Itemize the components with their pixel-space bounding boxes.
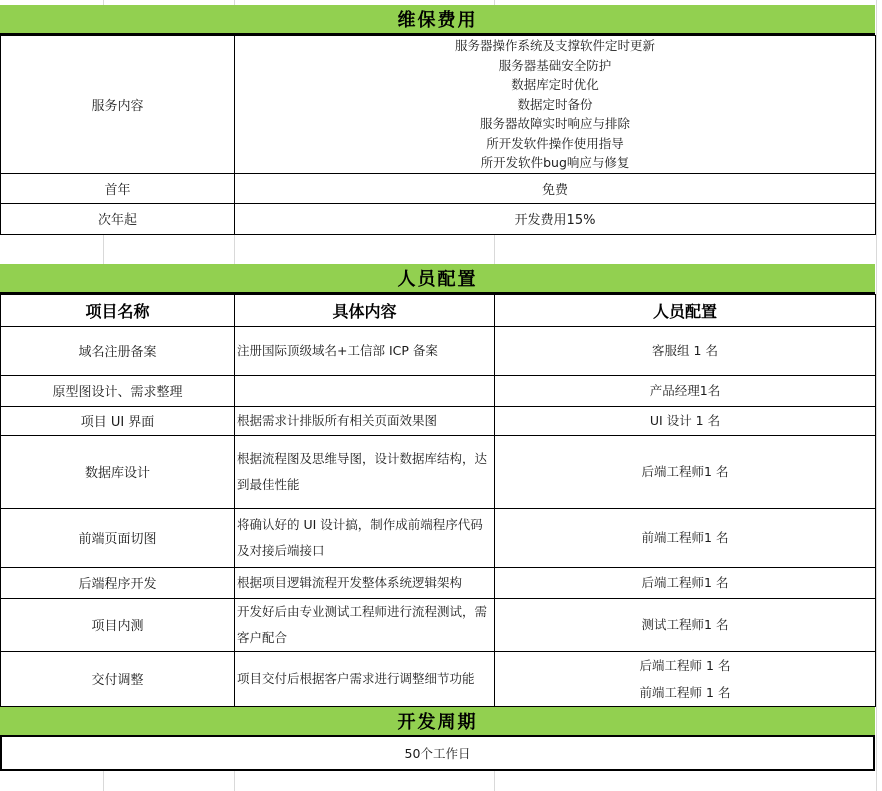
development-cycle-header bbox=[0, 707, 875, 737]
table-row bbox=[1, 203, 876, 234]
staff-cell: UI 设计 1 名 bbox=[495, 406, 876, 435]
detail-cell: 项目交付后根据客户需求进行调整细节功能 bbox=[235, 651, 495, 706]
table-row bbox=[1, 36, 876, 174]
development-cycle-value-row bbox=[0, 737, 875, 771]
project-name-cell: 后端程序开发 bbox=[1, 567, 235, 598]
service-content-list bbox=[235, 36, 875, 173]
staffing-section-header bbox=[0, 264, 875, 294]
service-line: 数据定时备份 bbox=[517, 96, 593, 112]
staff-cell: 产品经理1名 bbox=[495, 375, 876, 406]
next-year-value-cell: 开发费用15% bbox=[235, 203, 876, 234]
detail-cell: 根据流程图及思维导图，设计数据库结构，达到最佳性能 bbox=[235, 435, 495, 508]
table-row bbox=[1, 326, 876, 375]
project-name-cell: 前端页面切图 bbox=[1, 508, 235, 567]
staff-cell: 后端工程师1 名 bbox=[495, 567, 876, 598]
staff-line: 前端工程师 1 名 bbox=[639, 684, 731, 700]
staff-cell: 前端工程师1 名 bbox=[495, 508, 876, 567]
service-line: 服务器操作系统及支撑软件定时更新 bbox=[454, 38, 655, 53]
development-cycle-value: 50个工作日 bbox=[404, 745, 471, 761]
project-name-cell: 项目 UI 界面 bbox=[1, 406, 235, 435]
service-line: 所开发软件操作使用指导 bbox=[486, 135, 624, 151]
staffing-table bbox=[0, 294, 876, 707]
column-header-project: 项目名称 bbox=[1, 294, 235, 326]
service-line: 服务器基础安全防护 bbox=[498, 57, 612, 73]
column-header-detail: 具体内容 bbox=[235, 294, 495, 326]
maintenance-table bbox=[0, 35, 876, 235]
column-header-staffing: 人员配置 bbox=[495, 294, 876, 326]
project-name-cell: 原型图设计、需求整理 bbox=[1, 375, 235, 406]
detail-cell: 根据需求计排版所有相关页面效果图 bbox=[235, 406, 495, 435]
service-content-cell bbox=[235, 36, 876, 174]
first-year-value-cell: 免费 bbox=[235, 173, 876, 203]
detail-cell: 注册国际顶级域名+工信部 ICP 备案 bbox=[235, 326, 495, 375]
next-year-label-cell: 次年起 bbox=[1, 203, 235, 234]
blank-row-strip bbox=[0, 235, 882, 264]
staff-line: 后端工程师 1 名 bbox=[639, 657, 731, 673]
detail-cell: 开发好后由专业测试工程师进行流程测试，需客户配合 bbox=[235, 598, 495, 651]
table-row bbox=[1, 567, 876, 598]
project-name-cell: 域名注册备案 bbox=[1, 326, 235, 375]
project-name-cell: 交付调整 bbox=[1, 651, 235, 706]
table-header-row bbox=[1, 294, 876, 326]
section-title: 人员配置 bbox=[397, 268, 478, 290]
table-row bbox=[1, 375, 876, 406]
bottom-margin-strip bbox=[0, 771, 882, 783]
maintenance-section-header bbox=[0, 5, 875, 35]
first-year-label-cell: 首年 bbox=[1, 173, 235, 203]
staff-cell bbox=[495, 651, 876, 706]
section-title: 维保费用 bbox=[397, 10, 478, 31]
detail-cell bbox=[235, 375, 495, 406]
table-row bbox=[1, 598, 876, 651]
table-row bbox=[1, 173, 876, 203]
detail-cell: 将确认好的 UI 设计搞，制作成前端程序代码及对接后端接口 bbox=[235, 508, 495, 567]
project-name-cell: 项目内测 bbox=[1, 598, 235, 651]
table-row bbox=[1, 508, 876, 567]
service-line: 所开发软件bug响应与修复 bbox=[480, 155, 630, 170]
detail-cell: 根据项目逻辑流程开发整体系统逻辑架构 bbox=[235, 567, 495, 598]
table-row bbox=[1, 435, 876, 508]
table-row bbox=[1, 651, 876, 706]
service-line: 数据库定时优化 bbox=[511, 77, 599, 92]
section-title: 开发周期 bbox=[397, 711, 478, 733]
table-row bbox=[1, 406, 876, 435]
staff-cell: 测试工程师1 名 bbox=[495, 598, 876, 651]
staff-cell: 后端工程师1 名 bbox=[495, 435, 876, 508]
project-name-cell: 数据库设计 bbox=[1, 435, 235, 508]
service-content-label-cell: 服务内容 bbox=[1, 36, 235, 174]
service-line: 服务器故障实时响应与排除 bbox=[479, 116, 630, 131]
staff-cell: 客服组 1 名 bbox=[495, 326, 876, 375]
